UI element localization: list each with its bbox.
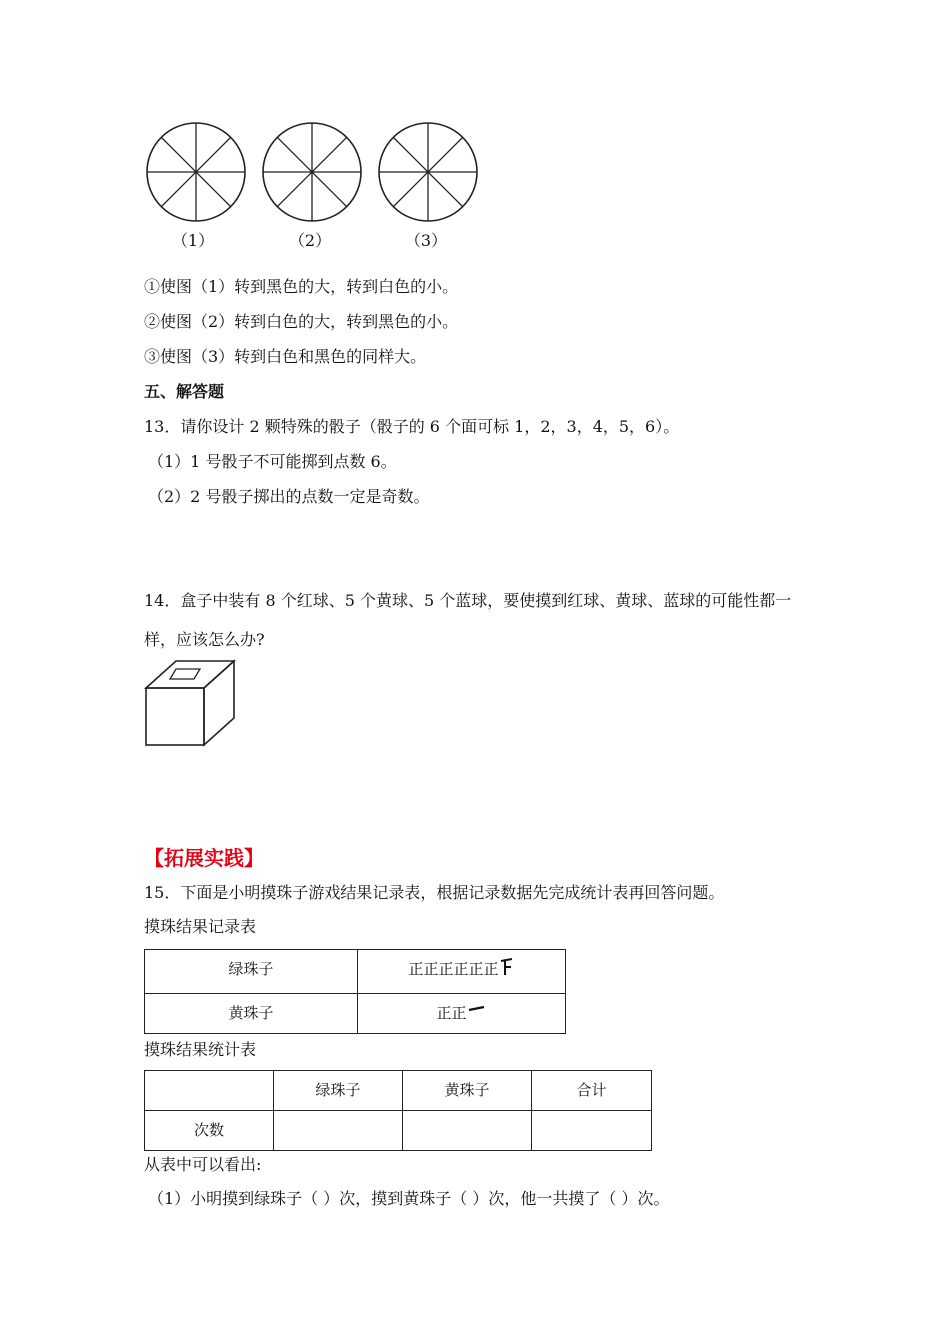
stat-cell-yellow[interactable] [403,1111,532,1151]
stat-header-total: 合计 [532,1071,652,1111]
q14-line1: 14．盒子中装有 8 个红球、5 个黄球、5 个蓝球，要使摸到红球、黄球、蓝球的可能性都一 [144,591,792,610]
stat-table-title: 摸珠结果统计表 [144,1040,257,1059]
record-row-label: 黄珠子 [145,994,358,1034]
box-opening [170,669,200,679]
record-tally-cell [358,950,566,994]
stat-header-empty [145,1071,274,1111]
spinner-label-2: （2） [288,231,332,250]
conclusion-intro: 从表中可以看出: [144,1155,262,1174]
q13-stem: 13．请你设计 2 颗特殊的骰子（骰子的 6 个面可标 1，2，3，4，5，6）。 [144,417,680,436]
spinner-label-1: （1） [171,231,215,250]
q15-question1: （1）小明摸到绿珠子（ ）次，摸到黄珠子（ ）次，他一共摸了（ ）次。 [148,1189,670,1208]
table-row [145,1071,652,1111]
record-tally: 正正 [436,1004,467,1022]
spinner-task-2: ②使图（2）转到白色的大，转到黑色的小。 [144,312,459,331]
stat-header-green: 绿珠子 [274,1071,403,1111]
stat-row-label: 次数 [145,1111,274,1151]
q13-part2: （2）2 号骰子掷出的点数一定是奇数。 [148,487,430,506]
stat-table [144,1070,652,1151]
table-row [145,1111,652,1151]
table-row [145,950,566,994]
q15-stem: 15．下面是小明摸珠子游戏结果记录表，根据记录数据先完成统计表再回答问题。 [144,883,725,902]
spinner-wheel-3 [379,123,477,221]
spinner-wheel-1 [147,123,245,221]
q13-part1: （1）1 号骰子不可能掷到点数 6。 [148,452,397,471]
spinner-label-3: （3） [404,231,448,250]
spinner-wheel-2 [263,123,361,221]
spinner-wheels [140,118,490,228]
partial-tally-mark-icon [499,958,515,976]
record-tally-cell [358,994,566,1034]
spinner-task-1: ①使图（1）转到黑色的大，转到白色的小。 [144,277,459,296]
spinner-task-3: ③使图（3）转到白色和黑色的同样大。 [144,347,427,366]
stat-cell-green[interactable] [274,1111,403,1151]
record-tally: 正正正正正正 [408,960,499,978]
partial-tally-mark-icon [467,1002,487,1016]
section-5-title: 五、解答题 [144,382,225,401]
record-table [144,949,566,1034]
stat-cell-total[interactable] [532,1111,652,1151]
table-row [145,994,566,1034]
extension-title: 【拓展实践】 [144,846,264,870]
record-table-title: 摸珠结果记录表 [144,917,257,936]
stat-header-yellow: 黄珠子 [403,1071,532,1111]
box-figure [140,656,240,751]
record-row-label: 绿珠子 [145,950,358,994]
q14-line2: 样，应该怎么办? [144,630,265,649]
